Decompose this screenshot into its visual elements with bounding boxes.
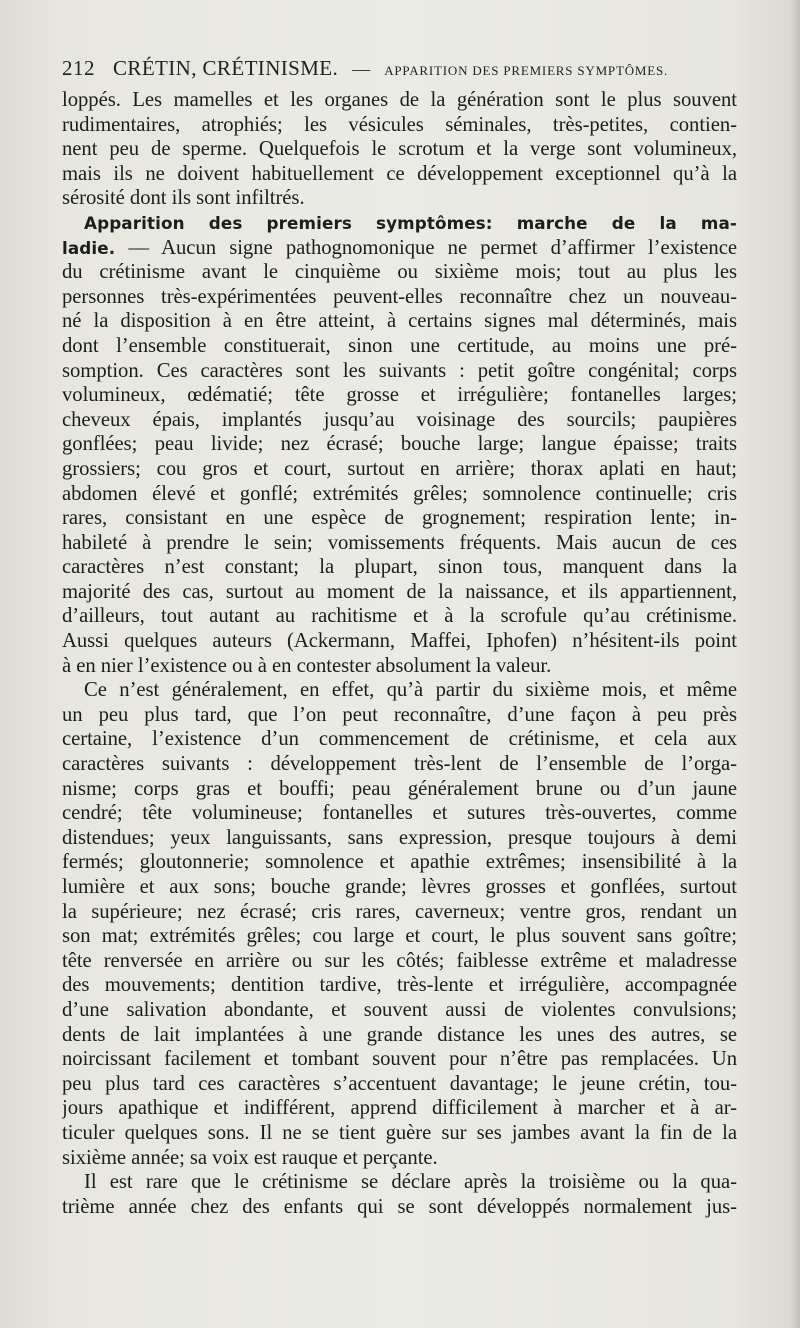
text-line: cendré; tête volumineuse; fontanelles et sutures très-ouvertes, comme <box>62 802 737 825</box>
text-line <box>62 236 737 261</box>
text-line: Aussi quelques auteurs (Ackermann, Maffei, Iphofen) n’hésitent-ils point <box>62 630 737 653</box>
text-line: peu plus tard ces caractères s’accentuent davantage; le jeune crétin, tou- <box>62 1072 737 1095</box>
text-line: à en nier l’existence ou à en contester absolument la valeur. <box>62 654 552 677</box>
text-line: né la disposition à en être atteint, à certains signes mal déterminés, mais <box>62 310 737 333</box>
text-line: distendues; yeux languissants, sans expression, presque toujours à demi <box>62 826 737 849</box>
text-line: loppés. Les mamelles et les organes de la génération sont le plus souvent <box>62 89 737 111</box>
page-number: 212 <box>62 56 95 80</box>
section-paragraph <box>62 211 737 678</box>
text-line: grossiers; cou gros et court, surtout en arrière; thorax aplati en haut; <box>62 457 737 480</box>
text-line: fermés; gloutonnerie; somnolence et apathie extrêmes; insensibilité à la <box>62 851 737 874</box>
text-line: trième année chez des enfants qui se sont développés normalement jus- <box>62 1195 737 1218</box>
text-line: Il est rare que le crétinisme se déclare après la troisième ou la qua- <box>84 1171 737 1194</box>
text-line: sérosité dont ils sont infiltrés. <box>62 187 305 210</box>
paragraph-3 <box>62 678 737 1170</box>
running-header <box>62 56 732 82</box>
text-line: nisme; corps gras et bouffi; peau généralement brune ou d’un jaune <box>62 777 737 800</box>
text-line: la supérieure; nez écrasé; cris rares, caverneux; ventre gros, rendant un <box>62 900 737 923</box>
text-line: volumineux, œdématié; tête grosse et irrégulière; fontanelles larges; <box>62 384 737 407</box>
text-line: tête renversée en arrière ou sur les côtés; faiblesse extrême et maladresse <box>62 949 737 972</box>
text-line: majorité des cas, surtout au moment de la naissance, et ils appartiennent, <box>62 580 737 603</box>
text-line: abdomen élevé et gonflé; extrémités grêles; somnolence continuelle; cris <box>62 482 737 505</box>
paragraph-4 <box>62 1170 737 1219</box>
section-subtitle: APPARITION DES PREMIERS SYMPTÔMES. <box>384 63 669 78</box>
text-line: dont l’ensemble constituerait, sinon une certitude, au moins une pré- <box>62 334 737 357</box>
text-line: dents de lait implantées à une grande distance les unes des autres, se <box>62 1023 737 1046</box>
text-line: un peu plus tard, que l’on peut reconnaître, d’une façon à peu près <box>62 703 737 726</box>
text-line: gonflées; peau livide; nez écrasé; bouche large; langue épaisse; traits <box>62 433 737 456</box>
text-line: d’ailleurs, tout autant au rachitisme et à la scrofule qu’au crétinisme. <box>62 605 737 628</box>
text-line: rudimentaires, atrophiés; les vésicules séminales, très-petites, contien- <box>62 113 737 136</box>
text-line: noircissant facilement et tombant souvent pour n’être pas remplacées. Un <box>62 1048 737 1071</box>
text-line: nent peu de sperme. Quelquefois le scrotum et la verge sont volumineux, <box>62 138 737 161</box>
text-line: caractères n’est constant; la plupart, sinon tous, manquent dans la <box>62 556 737 579</box>
text-line: ticuler quelques sons. Il ne se tient guère sur ses jambes avant la fin de la <box>62 1121 737 1144</box>
text-line: personnes très-expérimentées peuvent-elles reconnaître chez un nouveau- <box>62 285 737 308</box>
paragraph-continuation <box>62 88 737 211</box>
page-edge-shadow <box>790 0 800 1328</box>
section-heading-text: — Aucun signe pathognomonique ne permet d’affirmer l’existence <box>115 236 737 259</box>
text-line: du crétinisme avant le cinquième ou sixième mois; tout au plus les <box>62 261 737 284</box>
text-line: jours apathique et indifférent, apprend difficilement à marcher et à ar- <box>62 1097 737 1120</box>
header-separator: — <box>352 59 371 79</box>
text-line: lumière et aux sons; bouche grande; lèvres grosses et gonflées, surtout <box>62 876 737 898</box>
running-title: CRÉTIN, CRÉTINISME. <box>113 56 339 80</box>
text-line: cheveux épais, implantés jusqu’au voisinage des sourcils; paupières <box>62 408 737 431</box>
text-line: mais ils ne doivent habituellement ce développement exceptionnel qu’à la <box>62 162 737 185</box>
text-line: Ce n’est généralement, en effet, qu’à partir du sixième mois, et même <box>84 679 737 702</box>
text-line: caractères suivants : développement très-lent de l’ensemble de l’orga- <box>62 753 737 776</box>
text-line: d’une salivation abondante, et souvent aussi de violentes convulsions; <box>62 998 737 1021</box>
section-heading-end: ladie. <box>62 237 116 258</box>
text-line: son mat; extrémités grêles; cou large et court, le plus souvent sans goître; <box>62 925 737 948</box>
text-line: des mouvements; dentition tardive, très-lente et irrégulière, accompagnée <box>62 974 737 997</box>
text-line: habileté à prendre le sein; vomissements fréquents. Mais aucun de ces <box>62 531 737 554</box>
text-line: certaine, l’existence d’un commencement de crétinisme, et cela aux <box>62 728 737 751</box>
page-body <box>62 88 737 1219</box>
text-line: sixième année; sa voix est rauque et perçante. <box>62 1146 438 1169</box>
section-heading: Apparition des premiers symptômes: marche de la ma- <box>84 212 737 233</box>
text-line: rares, consistant en une espèce de grognement; respiration lente; in- <box>62 507 737 530</box>
text-line: somption. Ces caractères sont les suivants : petit goître congénital; corps <box>62 359 737 382</box>
